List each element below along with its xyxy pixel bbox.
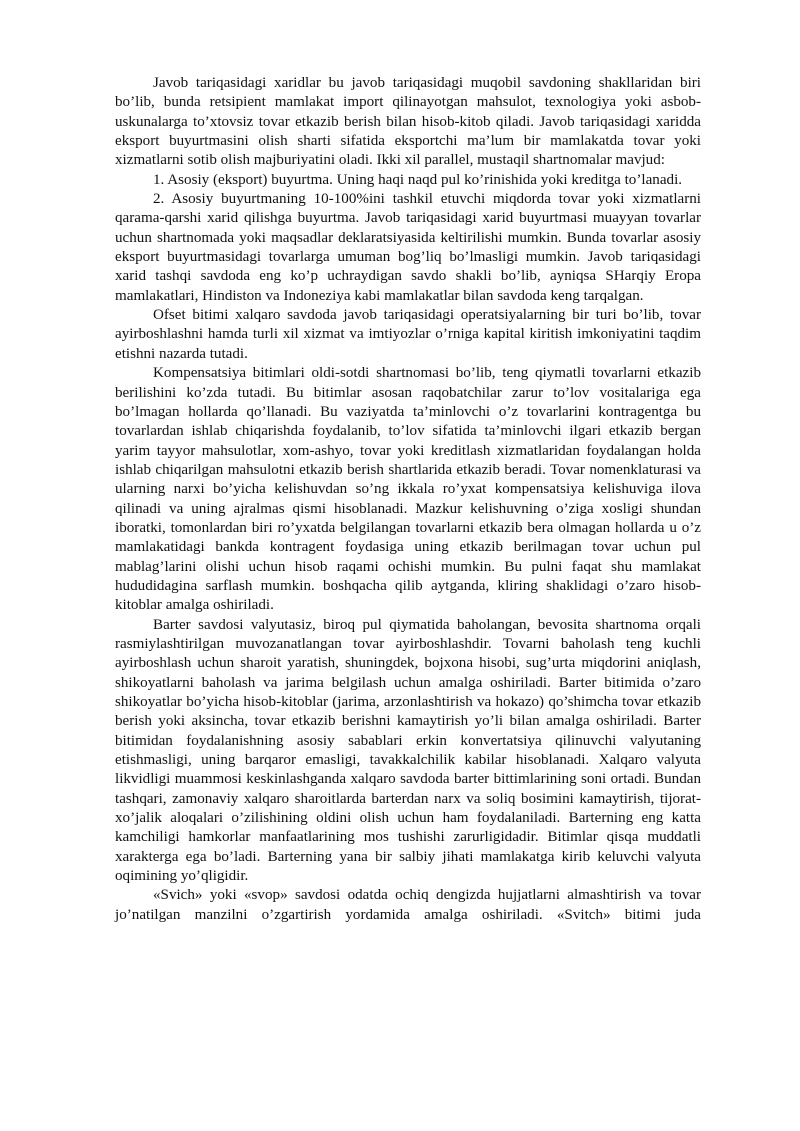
paragraph-offset: Ofset bitimi xalqaro savdoda javob tariqasidagi operatsiyalarning bir turi bo’lib, tovar ayirboshlashni hamda turli xil xizmat va imtiyozlar o’rniga kapital kiritish imkoniyatini taqdim etishni nazarda tutadi.	[115, 307, 701, 362]
paragraph-barter: Barter savdosi valyutasiz, biroq pul qiymatida baholangan, bevosita shartnoma orqali rasmiylashtirilgan muvozanatlangan tovar ayirboshlashdir. Tovarni baholash teng kuchli ayirboshlash uchun sharoit yaratish, shuningdek, bojxona hisobi, sug’urta miqdorini aniqlash, shikoyatlarni baholash va jarima belgilash uchun amalga oshiriladi. Barter bitimida o’zaro shikoyatlar bo’yicha hisob-kitoblar (jarima, arzonlashtirish va hokazo) qo’shimcha tovar etkazib berish yoki aksincha, tovar etkazib berishni kamaytirish yo’li bilan amalga oshiriladi. Barter bitimidan foydalanishning asosiy sabablari erkin konvertatsiya qilinuvchi valyutaning etishmasligi, uning barqaror emasligi, tavakkalchilik kabilar hisoblanadi. Xalqaro valyuta likvidligi muammosi keskinlashganda xalqaro savdoda barter bittimlarining soni ortadi. Bundan tashqari, zamonaviy xalqaro sharoitlarda barterdan narx va soliq bosimini kamaytirish, tijorat-xo’jalik aloqalari o’zilishining oldini olish uchun ham foydalaniladi. Barterning eng katta kamchiligi hamkorlar manfaatlarining mos tushishi zarurligidadir. Bitimlar qisqa muddatli xarakterga ega bo’ladi. Barterning yana bir salbiy jihati mamlakatga kirib keluvchi valyuta oqimining yo’qligidir.	[115, 616, 701, 885]
paragraph-compensation: Kompensatsiya bitimlari oldi-sotdi shartnomasi bo’lib, teng qiymatli tovarlarni etkazib berilishini ko’zda tutadi. Bu bitimlar asosan raqobatchilar zarur to’lov vositalariga ega bo’lmagan hollarda qo’llanadi. Bu vaziyatda ta’minlovchi o’z tovarlarini kontragentga bu tovarlardan ishlab chiqarishda foydalanib, to’lov sifatida ta’minlovchi ilgari etkazib bergan yarim tayyor mahsulotlar, xom-ashyo, tovar yoki kreditlash xizmatlaridan foydalangan holda ishlab chiqarilgan mahsulotni etkazib berish shartlarida etkazib beradi. Tovar nomenklaturasi va ularning narxi bo’yicha kelishuvdan so’ng ikkala ro’yxat kompensatsiya kelishuviga ilova qilinadi va uning ajralmas qismi hisoblanadi. Mazkur kelishuvning o’ziga xosligi shundan iboratki, tomonlardan biri ro’yxatda belgilangan tovarlarni etkazib bera olmagan hollarda u o’z mamlakatidagi bankda kontragent foydasiga uning etkazib berilmagan tovar uchun pul mablag’larini olishi uchun hisob raqami ochishi mumkin. Bu pulni faqat shu mamlakat hududidagina sarflash mumkin. boshqacha qilib aytganda, kliring shaklidagi o’zaro hisob-kitoblar amalga oshiriladi.	[115, 365, 701, 614]
paragraph-switch: «Svich» yoki «svop» savdosi odatda ochiq dengizda hujjatlarni almashtirish va tovar jo’natilgan manzilni o’zgartirish yordamida amalga oshiriladi. «Svitch» bitimi juda	[115, 887, 701, 923]
paragraph-list-item-2: 2. Asosiy buyurtmaning 10-100%ini tashkil etuvchi miqdorda tovar yoki xizmatlarni qarama-qarshi xarid qilishga buyurtma. Javob tariqasidagi xarid buyurtmasi muayyan tovarlar uchun shartnomada yoki maqsadlar deklaratsiyasida keltirilishi mumkin. Bunda tovarlar asosiy eksport buyurtmasidagi tovarlarga umuman bog’liq bo’lmasligi mumkin. Javob tariqasidagi xarid tashqi savdoda eng ko’p uchraydigan savdo shakli bo’lib, ayniqsa SHarqiy Eropa mamlakatlari, Hindiston va Indoneziya kabi mamlakatlar bilan savdoda keng tarqalgan.	[115, 191, 701, 304]
document-page	[115, 74, 701, 925]
paragraph-list-item-1: 1. Asosiy (eksport) buyurtma. Uning haqi naqd pul ko’rinishida yoki kreditga to’lanadi.	[153, 171, 683, 188]
paragraph-counter-purchase: Javob tariqasidagi xaridlar bu javob tariqasidagi muqobil savdoning shakllaridan biri bo’lib, bunda retsipient mamlakat import qilinayotgan mahsulot, texnologiya yoki asbob-uskunalarga to’xtovsiz tovar etkazib berish bilan hisob-kitob qiladi. Javob tariqasidagi xaridda eksport buyurtmasini olish sharti sifatida eksportchi ma’lum bir mamlakatda tovar yoki xizmatlarni sotib olish majburiyatini oladi. Ikki xil parallel, mustaqil shartnomalar mavjud:	[115, 75, 701, 169]
